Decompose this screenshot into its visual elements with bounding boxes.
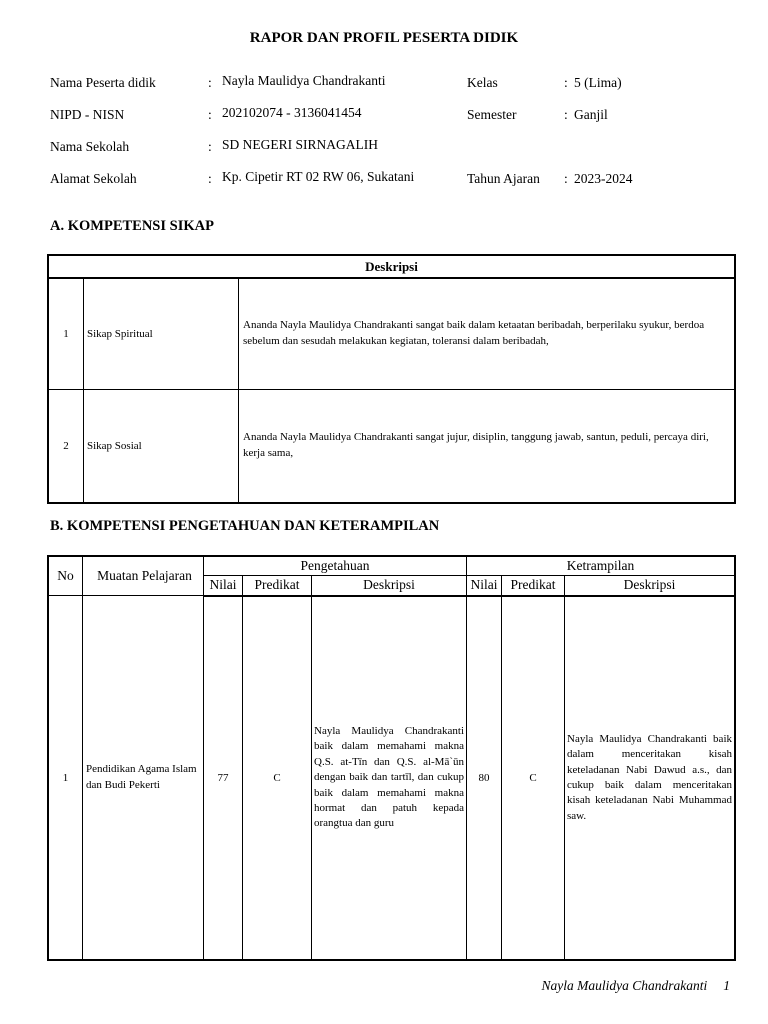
table-row [48, 596, 735, 960]
header-predikat: Predikat [502, 576, 565, 596]
keterampilan-nilai: 80 [467, 596, 502, 960]
document-title: RAPOR DAN PROFIL PESERTA DIDIK [249, 30, 519, 46]
page-footer [542, 978, 731, 994]
separator: : [564, 107, 568, 122]
row-number: 2 [48, 390, 84, 504]
info-row-nipd [50, 107, 740, 139]
header-nilai: Nilai [204, 576, 243, 596]
header-deskripsi: Deskripsi [565, 576, 736, 596]
sikap-deskripsi: Ananda Nayla Maulidya Chandrakanti sangat jujur, disiplin, tanggung jawab, santun, peduli, percaya diri, kerja sama, [239, 390, 736, 504]
label-sekolah: Nama Sekolah [50, 139, 130, 154]
label-tahun: Tahun Ajaran [467, 171, 540, 186]
value-kelas: 5 (Lima) [574, 75, 622, 90]
separator: : [208, 139, 212, 154]
footer-student-name: Nayla Maulidya Chandrakanti [541, 978, 708, 993]
header-keterampilan: Ketrampilan [467, 556, 736, 576]
header-pengetahuan: Pengetahuan [204, 556, 467, 576]
keterampilan-predikat: C [502, 596, 565, 960]
info-row-sekolah [50, 139, 740, 171]
value-sekolah: SD NEGERI SIRNAGALIH [222, 137, 378, 152]
value-nama: Nayla Maulidya Chandrakanti [222, 73, 386, 88]
sikap-aspek: Sikap Spiritual [84, 278, 239, 390]
separator: : [564, 75, 568, 90]
page-number: 1 [723, 978, 730, 993]
header-muatan: Muatan Pelajaran [83, 556, 204, 596]
value-semester: Ganjil [574, 107, 608, 122]
separator: : [564, 171, 568, 186]
table-row [48, 278, 735, 390]
label-nipd: NIPD - NISN [50, 107, 125, 122]
label-semester: Semester [467, 107, 517, 122]
label-kelas: Kelas [467, 75, 498, 90]
section-heading-kompetensi: B. KOMPETENSI PENGETAHUAN DAN KETERAMPILAN [50, 518, 440, 534]
info-row-nama [50, 75, 740, 107]
sikap-aspek: Sikap Sosial [84, 390, 239, 504]
header-nilai: Nilai [467, 576, 502, 596]
separator: : [208, 107, 212, 122]
table-row [48, 390, 735, 504]
pengetahuan-deskripsi: Nayla Maulidya Chandrakanti baik dalam memahami makna Q.S. at-Tīn dan Q.S. al-Mā`ūn dengan baik dan tartīl, dan cukup baik dalam memahami makna hormat dan patuh kepada orangtua dan guru [312, 596, 467, 960]
value-alamat: Kp. Cipetir RT 02 RW 06, Sukatani [222, 169, 415, 184]
keterampilan-deskripsi: Nayla Maulidya Chandrakanti baik dalam menceritakan kisah keteladanan Nabi Dawud a.s., dan cukup baik dalam menceritakan kisah keteladanan Nabi Muhammad saw. [565, 596, 736, 960]
value-tahun: 2023-2024 [574, 171, 633, 186]
header-predikat: Predikat [243, 576, 312, 596]
sikap-header-deskripsi: Deskripsi [48, 255, 735, 278]
label-alamat: Alamat Sekolah [50, 171, 137, 186]
info-row-alamat [50, 171, 740, 203]
row-number: 1 [48, 278, 84, 390]
student-info [50, 75, 740, 203]
pengetahuan-nilai: 77 [204, 596, 243, 960]
muatan-pelajaran: Pendidikan Agama Islam dan Budi Pekerti [83, 596, 204, 960]
row-number: 1 [48, 596, 83, 960]
separator: : [208, 75, 212, 90]
sikap-deskripsi: Ananda Nayla Maulidya Chandrakanti sangat baik dalam ketaatan beribadah, berperilaku syukur, berdoa sebelum dan sesudah melakukan kegiatan, toleransi dalam beribadah, [239, 278, 736, 390]
separator: : [208, 171, 212, 186]
sikap-table [47, 254, 736, 504]
header-no: No [48, 556, 83, 596]
kompetensi-table [47, 555, 736, 961]
value-nipd: 202102074 - 3136041454 [222, 105, 362, 120]
pengetahuan-predikat: C [243, 596, 312, 960]
header-deskripsi: Deskripsi [312, 576, 467, 596]
section-heading-sikap: A. KOMPETENSI SIKAP [50, 218, 214, 234]
label-nama: Nama Peserta didik [50, 75, 156, 90]
